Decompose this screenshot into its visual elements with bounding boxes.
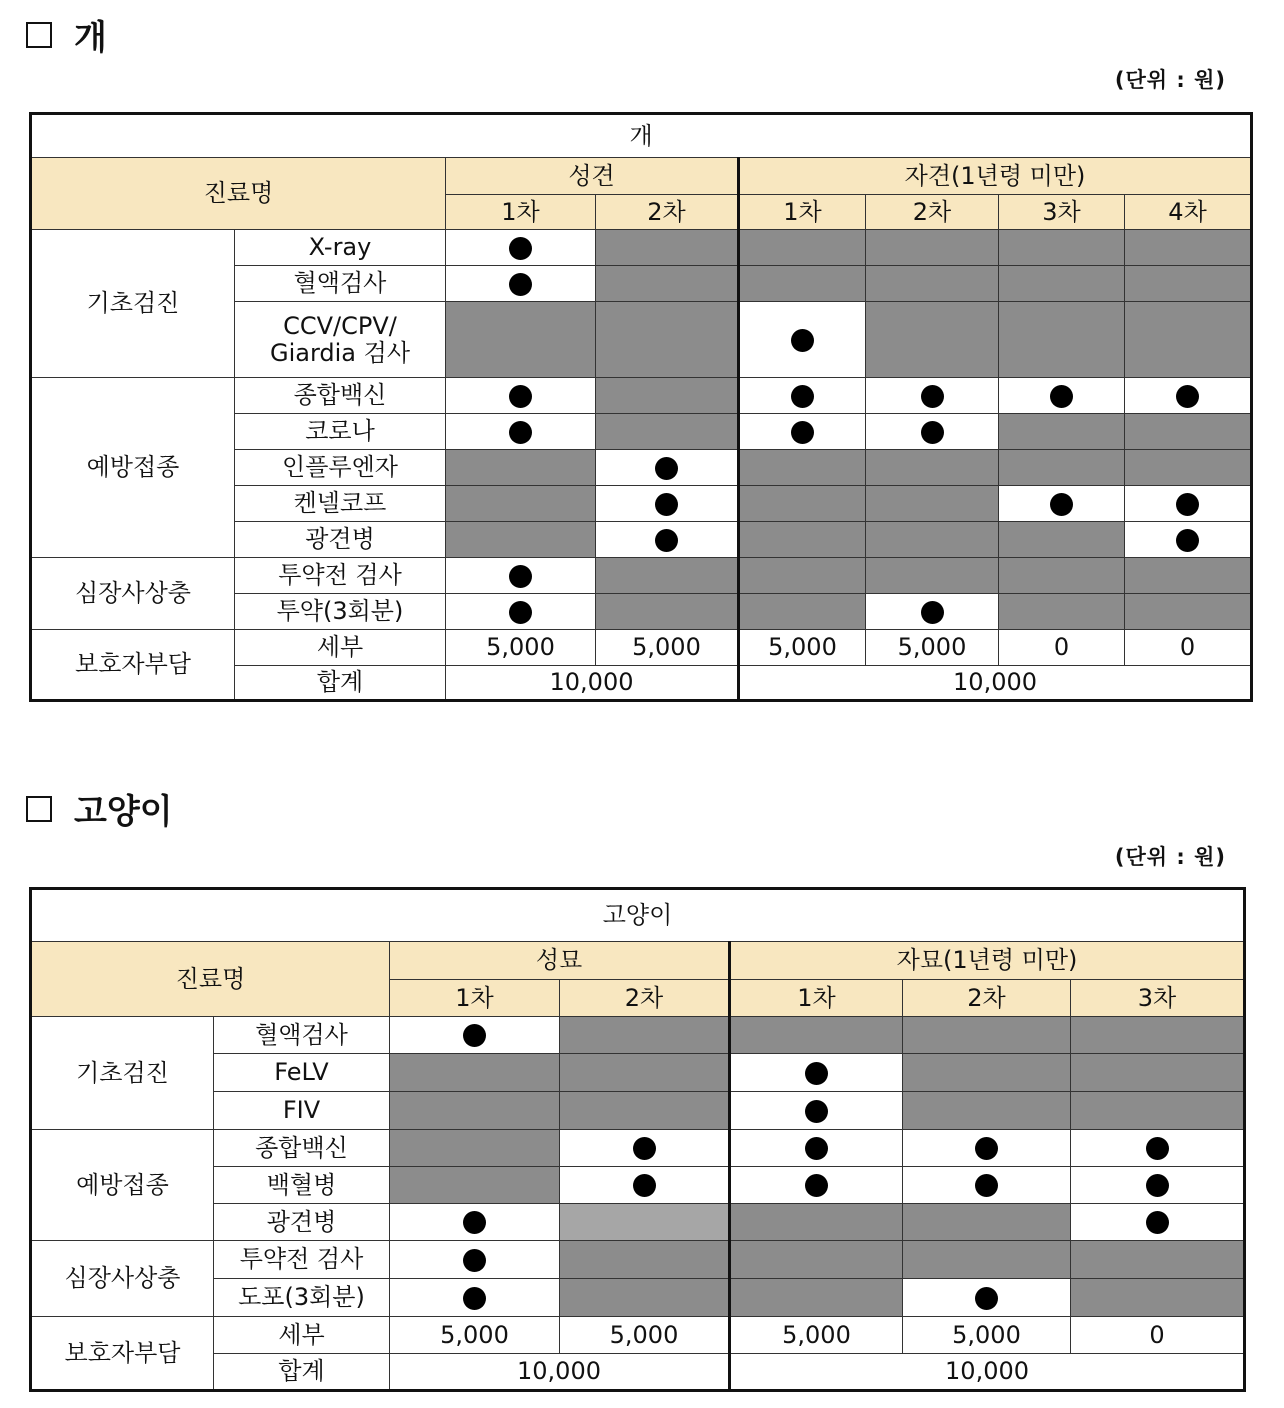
dog-cell-empty bbox=[739, 522, 866, 558]
cat-cell-dot bbox=[560, 1167, 730, 1204]
dog-cell-empty bbox=[446, 486, 596, 522]
dot-icon bbox=[509, 237, 532, 260]
cat-cell-dot bbox=[390, 1017, 560, 1054]
dog-cell-empty bbox=[999, 522, 1125, 558]
dog-cell-empty bbox=[1125, 558, 1252, 594]
cat-unit-label: (단위 : 원) bbox=[1114, 845, 1226, 869]
dog-cell-dot bbox=[446, 558, 596, 594]
cat-cell-dot bbox=[1071, 1167, 1245, 1204]
cat-item-dose: 도포(3회분) bbox=[214, 1279, 390, 1317]
dog-table-title: 개 bbox=[31, 114, 1252, 158]
dot-icon bbox=[509, 273, 532, 296]
dot-icon bbox=[633, 1174, 656, 1197]
dog-cell-empty bbox=[739, 486, 866, 522]
dot-icon bbox=[975, 1137, 998, 1160]
cat-cell-empty bbox=[560, 1279, 730, 1317]
dog-cell-empty bbox=[739, 558, 866, 594]
cat-cell-empty bbox=[730, 1204, 903, 1241]
dot-icon bbox=[509, 601, 532, 624]
dog-cell-empty bbox=[739, 450, 866, 486]
dog-item-influenza: 인플루엔자 bbox=[235, 450, 446, 486]
dog-cell-dot bbox=[1125, 378, 1252, 414]
dog-cell-empty bbox=[999, 450, 1125, 486]
cat-cell-empty bbox=[560, 1092, 730, 1130]
dog-young-total: 10,000 bbox=[739, 666, 1252, 701]
dog-item-dose: 투약(3회분) bbox=[235, 594, 446, 630]
dog-round-header: 4차 bbox=[1125, 195, 1252, 230]
dot-icon bbox=[1050, 385, 1073, 408]
dog-cell-empty bbox=[999, 230, 1125, 266]
dot-icon bbox=[921, 601, 944, 624]
dot-icon bbox=[975, 1287, 998, 1310]
dog-cell-empty bbox=[999, 414, 1125, 450]
dog-cell-empty bbox=[596, 414, 739, 450]
cat-cell-dot bbox=[903, 1130, 1071, 1167]
dog-cell-dot bbox=[446, 594, 596, 630]
dog-category-basic: 기초검진 bbox=[31, 230, 235, 378]
dot-icon bbox=[1146, 1174, 1169, 1197]
dog-cell-dot bbox=[446, 378, 596, 414]
dot-icon bbox=[805, 1100, 828, 1123]
cat-detail-value: 5,000 bbox=[903, 1317, 1071, 1354]
cat-cell-empty bbox=[903, 1017, 1071, 1054]
cat-item-combo: 종합백신 bbox=[214, 1130, 390, 1167]
dot-icon bbox=[633, 1137, 656, 1160]
dog-cell-dot bbox=[1125, 522, 1252, 558]
dog-cell-empty bbox=[446, 450, 596, 486]
dog-item-rabies: 광견병 bbox=[235, 522, 446, 558]
dog-cell-dot bbox=[596, 522, 739, 558]
dog-cell-dot bbox=[596, 486, 739, 522]
dog-category-vaccine: 예방접종 bbox=[31, 378, 235, 558]
dog-item-ccv bbox=[235, 302, 446, 378]
dog-cell-empty bbox=[1125, 450, 1252, 486]
dog-cell-dot bbox=[866, 594, 999, 630]
cat-treatment-header: 진료명 bbox=[31, 942, 390, 1017]
dot-icon bbox=[791, 329, 814, 352]
cat-item-fiv: FIV bbox=[214, 1092, 390, 1130]
cat-item-rabies: 광견병 bbox=[214, 1204, 390, 1241]
dog-cell-empty bbox=[739, 266, 866, 302]
cat-cell-dot bbox=[390, 1204, 560, 1241]
dot-icon bbox=[921, 385, 944, 408]
dog-section-label: 개 bbox=[74, 18, 107, 58]
dog-category-heartworm: 심장사상충 bbox=[31, 558, 235, 630]
dot-icon bbox=[805, 1062, 828, 1085]
cat-cell-empty bbox=[1071, 1017, 1245, 1054]
dog-item-kennel: 켄넬코프 bbox=[235, 486, 446, 522]
dog-detail-value: 5,000 bbox=[739, 630, 866, 666]
cat-section-title bbox=[26, 784, 173, 833]
cat-round-header: 2차 bbox=[903, 980, 1071, 1017]
dog-table bbox=[29, 112, 1253, 702]
cat-cell-empty bbox=[390, 1054, 560, 1092]
dog-cell-empty bbox=[1125, 230, 1252, 266]
cat-cell-empty bbox=[1071, 1092, 1245, 1130]
dot-icon bbox=[463, 1249, 486, 1272]
dog-detail-value: 5,000 bbox=[596, 630, 739, 666]
dot-icon bbox=[655, 457, 678, 480]
dog-cell-empty bbox=[999, 558, 1125, 594]
cat-item-pretest: 투약전 검사 bbox=[214, 1241, 390, 1279]
dog-item-xray: X-ray bbox=[235, 230, 446, 266]
cat-cell-empty bbox=[903, 1054, 1071, 1092]
cat-cell-empty bbox=[730, 1017, 903, 1054]
dot-icon bbox=[1050, 493, 1073, 516]
dog-cell-empty bbox=[596, 302, 739, 378]
dog-cell-dot bbox=[739, 414, 866, 450]
dog-detail-value: 5,000 bbox=[446, 630, 596, 666]
cat-table-title: 고양이 bbox=[31, 889, 1245, 942]
dog-cell-empty bbox=[739, 594, 866, 630]
cat-cell-dot bbox=[1071, 1204, 1245, 1241]
cat-detail-value: 0 bbox=[1071, 1317, 1245, 1354]
cat-detail-value: 5,000 bbox=[730, 1317, 903, 1354]
dog-young-header: 자견(1년령 미만) bbox=[739, 158, 1252, 195]
dog-cell-empty bbox=[596, 594, 739, 630]
dog-cell-empty bbox=[999, 266, 1125, 302]
checkbox-icon bbox=[26, 796, 52, 822]
dog-cell-empty bbox=[999, 302, 1125, 378]
cat-category-owner: 보호자부담 bbox=[31, 1317, 214, 1391]
cat-detail-value: 5,000 bbox=[560, 1317, 730, 1354]
cat-round-header: 3차 bbox=[1071, 980, 1245, 1017]
dot-icon bbox=[1146, 1137, 1169, 1160]
dog-round-header: 2차 bbox=[596, 195, 739, 230]
cat-cell-empty bbox=[390, 1167, 560, 1204]
cat-detail-value: 5,000 bbox=[390, 1317, 560, 1354]
cat-cell-empty bbox=[1071, 1279, 1245, 1317]
dot-icon bbox=[509, 385, 532, 408]
dot-icon bbox=[791, 385, 814, 408]
cat-cell-empty bbox=[560, 1017, 730, 1054]
cat-adult-total: 10,000 bbox=[390, 1354, 730, 1391]
cat-cell-dot bbox=[730, 1167, 903, 1204]
dot-icon bbox=[921, 421, 944, 444]
cat-young-header: 자묘(1년령 미만) bbox=[730, 942, 1245, 980]
dog-round-header: 2차 bbox=[866, 195, 999, 230]
cat-category-basic: 기초검진 bbox=[31, 1017, 214, 1130]
dog-item-ccv-line2: Giardia 검사 bbox=[269, 338, 411, 367]
dog-cell-dot bbox=[866, 378, 999, 414]
cat-cell-empty bbox=[903, 1204, 1071, 1241]
dog-category-owner: 보호자부담 bbox=[31, 630, 235, 701]
dog-section-title bbox=[26, 10, 107, 59]
dot-icon bbox=[805, 1174, 828, 1197]
dog-adult-header: 성견 bbox=[446, 158, 739, 195]
dot-icon bbox=[1176, 493, 1199, 516]
dog-cell-dot bbox=[1125, 486, 1252, 522]
dog-cell-dot bbox=[999, 378, 1125, 414]
cat-young-total: 10,000 bbox=[730, 1354, 1245, 1391]
dog-round-header: 3차 bbox=[999, 195, 1125, 230]
dog-detail-value: 0 bbox=[1125, 630, 1252, 666]
cat-cell-empty bbox=[730, 1279, 903, 1317]
cat-cell-dot bbox=[390, 1241, 560, 1279]
dog-cell-dot bbox=[446, 266, 596, 302]
dog-cell-dot bbox=[739, 378, 866, 414]
cat-cell-dot bbox=[1071, 1130, 1245, 1167]
dog-cell-empty bbox=[1125, 414, 1252, 450]
cat-item-felv: FeLV bbox=[214, 1054, 390, 1092]
dog-cell-empty bbox=[739, 230, 866, 266]
cat-cell-dot bbox=[560, 1130, 730, 1167]
dog-cell-dot bbox=[739, 302, 866, 378]
cat-cell-dot bbox=[390, 1279, 560, 1317]
dog-treatment-header: 진료명 bbox=[31, 158, 446, 230]
cat-cell-dot bbox=[730, 1092, 903, 1130]
dog-item-combo: 종합백신 bbox=[235, 378, 446, 414]
cat-item-total: 합계 bbox=[214, 1354, 390, 1391]
dot-icon bbox=[1176, 529, 1199, 552]
dog-item-detail: 세부 bbox=[235, 630, 446, 666]
cat-cell-dot bbox=[903, 1279, 1071, 1317]
dog-cell-empty bbox=[1125, 594, 1252, 630]
dog-cell-empty bbox=[866, 522, 999, 558]
dog-cell-dot bbox=[446, 414, 596, 450]
cat-cell-empty bbox=[560, 1241, 730, 1279]
cat-round-header: 2차 bbox=[560, 980, 730, 1017]
dog-detail-value: 5,000 bbox=[866, 630, 999, 666]
cat-category-heartworm: 심장사상충 bbox=[31, 1241, 214, 1317]
cat-round-header: 1차 bbox=[390, 980, 560, 1017]
cat-cell-dot bbox=[730, 1054, 903, 1092]
cat-cell-dot bbox=[730, 1130, 903, 1167]
dog-cell-empty bbox=[866, 302, 999, 378]
dog-cell-empty bbox=[596, 266, 739, 302]
dog-adult-total: 10,000 bbox=[446, 666, 739, 701]
cat-cell-empty bbox=[903, 1092, 1071, 1130]
cat-cell-empty bbox=[390, 1130, 560, 1167]
dog-cell-dot bbox=[446, 230, 596, 266]
dog-cell-empty bbox=[446, 522, 596, 558]
cat-item-blood: 혈액검사 bbox=[214, 1017, 390, 1054]
cat-item-detail: 세부 bbox=[214, 1317, 390, 1354]
cat-adult-header: 성묘 bbox=[390, 942, 730, 980]
dog-detail-value: 0 bbox=[999, 630, 1125, 666]
checkbox-icon bbox=[26, 22, 52, 48]
dog-cell-empty bbox=[866, 266, 999, 302]
dot-icon bbox=[463, 1211, 486, 1234]
cat-cell-empty bbox=[1071, 1054, 1245, 1092]
dog-cell-empty bbox=[866, 230, 999, 266]
dog-unit-label: (단위 : 원) bbox=[1114, 68, 1226, 92]
cat-category-vaccine: 예방접종 bbox=[31, 1130, 214, 1241]
dot-icon bbox=[509, 565, 532, 588]
dog-round-header: 1차 bbox=[739, 195, 866, 230]
dog-cell-empty bbox=[1125, 266, 1252, 302]
cat-round-header: 1차 bbox=[730, 980, 903, 1017]
dog-cell-dot bbox=[596, 450, 739, 486]
dot-icon bbox=[463, 1287, 486, 1310]
cat-section-label: 고양이 bbox=[74, 792, 173, 832]
dot-icon bbox=[463, 1024, 486, 1047]
dog-cell-empty bbox=[596, 230, 739, 266]
dot-icon bbox=[655, 529, 678, 552]
dog-cell-empty bbox=[866, 450, 999, 486]
cat-table bbox=[29, 887, 1246, 1392]
cat-item-leukemia: 백혈병 bbox=[214, 1167, 390, 1204]
dog-cell-empty bbox=[596, 558, 739, 594]
cat-cell-empty bbox=[390, 1092, 560, 1130]
dog-cell-empty bbox=[446, 302, 596, 378]
dog-item-ccv-line1: CCV/CPV/ bbox=[283, 312, 397, 341]
dog-cell-empty bbox=[999, 594, 1125, 630]
cat-cell-empty bbox=[560, 1054, 730, 1092]
dog-item-blood: 혈액검사 bbox=[235, 266, 446, 302]
dot-icon bbox=[805, 1137, 828, 1160]
dog-cell-dot bbox=[999, 486, 1125, 522]
dot-icon bbox=[975, 1174, 998, 1197]
cat-cell-empty bbox=[730, 1241, 903, 1279]
dog-cell-empty bbox=[1125, 302, 1252, 378]
cat-cell-empty bbox=[903, 1241, 1071, 1279]
dog-round-header: 1차 bbox=[446, 195, 596, 230]
dog-item-corona: 코로나 bbox=[235, 414, 446, 450]
cat-cell-empty bbox=[560, 1204, 730, 1241]
dog-cell-empty bbox=[866, 486, 999, 522]
dot-icon bbox=[509, 421, 532, 444]
dog-item-pretest: 투약전 검사 bbox=[235, 558, 446, 594]
dot-icon bbox=[1176, 385, 1199, 408]
dot-icon bbox=[655, 493, 678, 516]
cat-cell-dot bbox=[903, 1167, 1071, 1204]
dog-item-total: 합계 bbox=[235, 666, 446, 701]
dog-cell-dot bbox=[866, 414, 999, 450]
cat-cell-empty bbox=[1071, 1241, 1245, 1279]
dot-icon bbox=[791, 421, 814, 444]
dog-cell-empty bbox=[596, 378, 739, 414]
dog-cell-empty bbox=[866, 558, 999, 594]
dot-icon bbox=[1146, 1211, 1169, 1234]
